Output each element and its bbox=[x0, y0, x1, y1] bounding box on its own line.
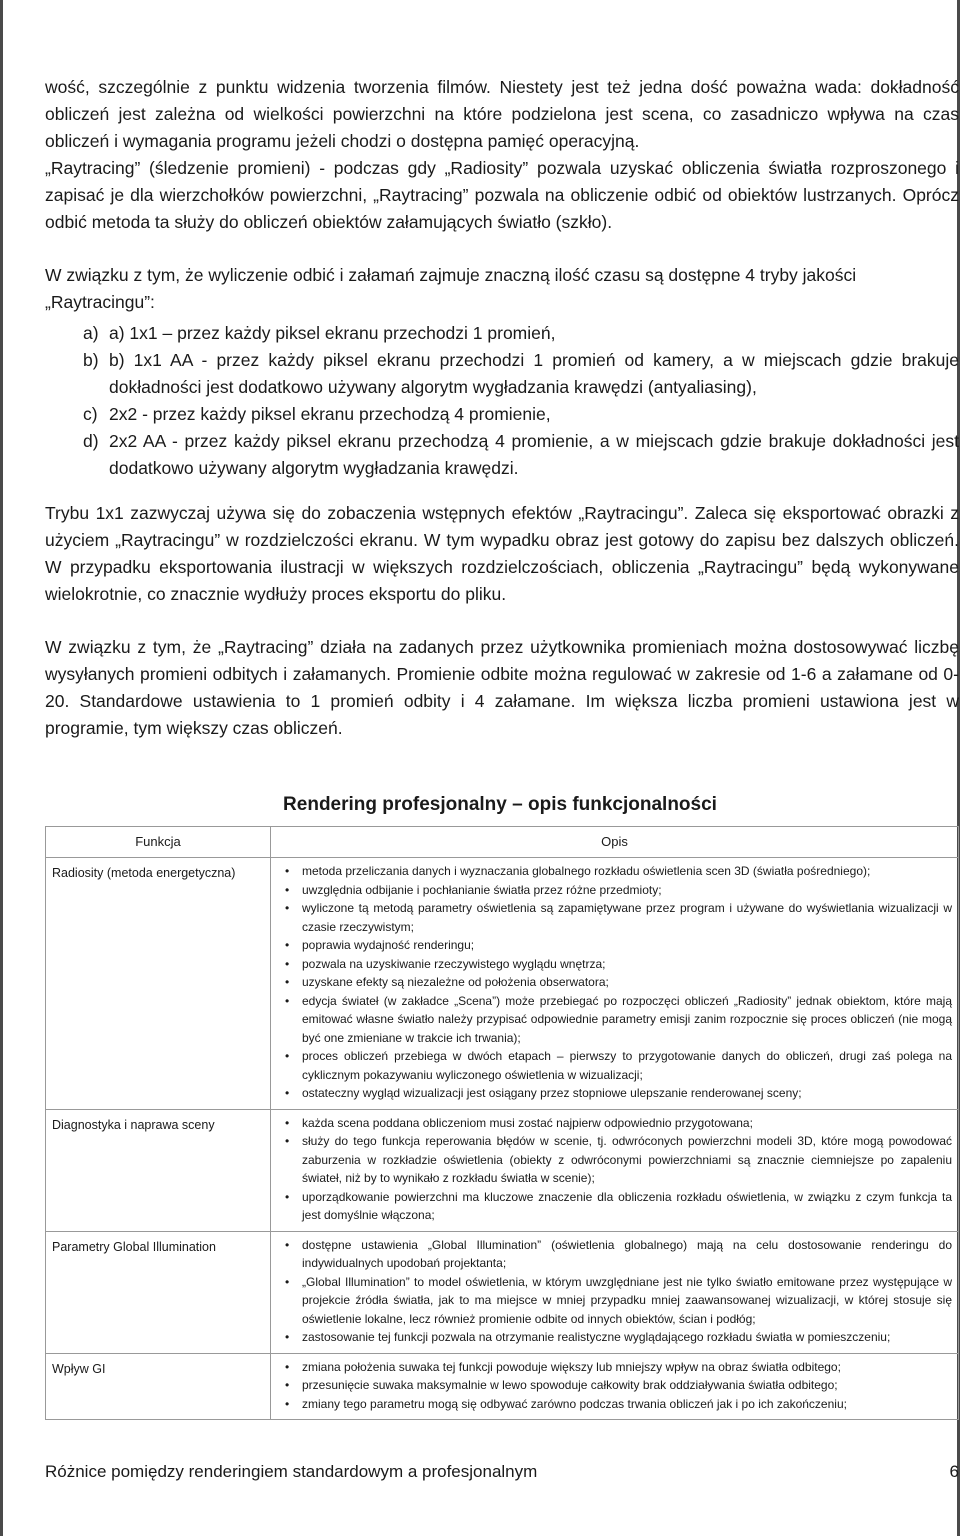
bullet-item: • poprawia wydajność renderingu; bbox=[277, 936, 952, 955]
functionality-table bbox=[45, 826, 959, 1420]
page-number: 6 bbox=[949, 1462, 959, 1481]
paragraph-ray-count: W związku z tym, że „Raytracing” działa na zadanych przez użytkownika promieniach można dostosowywać liczbę wysyłanych promieni odbitych i załamanych. Promienie odbite można regulować w zakresie od 1-6 a załamane od 0-20. Standardowe ustawienia to 1 promień odbity i 4 załamane. Im większa liczba promieni ustawiona jest w programie, tym większy czas obliczeń. bbox=[45, 637, 959, 738]
table-title: Rendering profesjonalny – opis funkcjonalności bbox=[283, 794, 717, 815]
function-description bbox=[271, 1109, 959, 1231]
footer-title: Różnice pomiędzy renderingiem standardowym a profesjonalnym bbox=[45, 1462, 538, 1481]
table-row bbox=[46, 1109, 959, 1231]
bullet-list bbox=[277, 1236, 952, 1347]
mode-text: b) 1x1 AA - przez każdy piksel ekranu przechodzi 1 promień od kamery, a w miejscach gdzie brakuje dokładności jest dodatkowo używany algorytm wygładzania krawędzi (antyaliasing), bbox=[109, 350, 959, 397]
bullet-item: • zastosowanie tej funkcji pozwala na otrzymanie realistyczne wyglądającego rozkładu światła w pomieszczeniu; bbox=[277, 1328, 952, 1347]
table-header-row bbox=[46, 827, 959, 858]
modes-list bbox=[45, 320, 959, 482]
mode-text: a) 1x1 – przez każdy piksel ekranu przechodzi 1 promień, bbox=[109, 323, 556, 343]
page-edge-left bbox=[0, 0, 3, 1536]
bullet-item: • służy do tego funkcja reperowania błędów w scenie, tj. odwróconych powierzchni modeli 3D, które mogą powodować zaburzenia w rozkładzie oświetlenia (obiekty z odwróconymi powierzchniami są znacznie ciemniejsze po zapaleniu świateł, niż by to wynikało z rozkładu światła w scenie); bbox=[277, 1132, 952, 1188]
page-footer bbox=[45, 1462, 959, 1482]
bullet-item: • uporządkowanie powierzchni ma kluczowe znaczenie dla obliczenia rozkładu oświetlenia, w związku z czym funkcja ta jest domyślnie włączona; bbox=[277, 1188, 952, 1225]
column-header-description: Opis bbox=[271, 827, 959, 858]
mode-marker: c) bbox=[83, 404, 98, 424]
bullet-item: • „Global Illumination” to model oświetlenia, w którym uwzględniane jest nie tylko światło emitowane przez występujące w projekcie źródła światła, jak to ma miejsce w mniej przypadku mniej zaawansowanej wizualizacji, w której stosuje się oświetlenie lokalne, lecz również promienie odbite od innych obiektów, ścian i podłóg; bbox=[277, 1273, 952, 1329]
bullet-list bbox=[277, 1358, 952, 1414]
function-description bbox=[271, 1353, 959, 1420]
function-description bbox=[271, 1231, 959, 1353]
mode-text: 2x2 - przez każdy piksel ekranu przechodzą 4 promienie, bbox=[109, 404, 551, 424]
bullet-item: • metoda przeliczania danych i wyznaczania globalnego rozkładu oświetlenia scen 3D (światła pośredniego); bbox=[277, 862, 952, 881]
table-row bbox=[46, 858, 959, 1110]
mode-item bbox=[45, 401, 959, 428]
table-row bbox=[46, 1353, 959, 1420]
function-name: Radiosity (metoda energetyczna) bbox=[46, 858, 271, 1110]
mode-marker: a) bbox=[83, 323, 99, 343]
column-header-function: Funkcja bbox=[46, 827, 271, 858]
paragraph-raytracing-definition: „Raytracing” (śledzenie promieni) - podczas gdy „Radiosity” pozwala uzyskać obliczenia światła rozproszonego i zapisać je dla wierzchołków powierzchni, „Raytracing” pozwala na obliczenie odbić od obiektów lustrzanych. Oprócz odbić metoda ta służy do obliczeń obiektów załamujących światło (szkło). bbox=[45, 158, 959, 232]
function-description bbox=[271, 858, 959, 1110]
bullet-item: • zmiany tego parametru mogą się odbywać zarówno podczas trwania obliczeń jak i po ich zakończeniu; bbox=[277, 1395, 952, 1414]
bullet-item: • ostateczny wygląd wizualizacji jest osiągany przez stopniowe ulepszanie renderowanej sceny; bbox=[277, 1084, 952, 1103]
mode-item bbox=[45, 347, 959, 401]
bullet-list bbox=[277, 862, 952, 1103]
paragraph-1x1-usage: Trybu 1x1 zazwyczaj używa się do zobaczenia wstępnych efektów „Raytracingu”. Zaleca się eksportować obrazki z użyciem „Raytracingu” w rozdzielczości ekranu. W tym wypadku obraz jest gotowy do zapisu bez dalszych obliczeń. W przypadku eksportowania ilustracji w większych rozdzielczościach, obliczenia „Raytracingu” będą wykonywane wielokrotnie, co znacznie wydłuży proces eksportu do pliku. bbox=[45, 503, 959, 604]
raytracing-modes-section bbox=[45, 262, 959, 482]
mode-marker: b) bbox=[83, 350, 99, 370]
mode-item bbox=[45, 320, 959, 347]
bullet-item: • uzyskane efekty są niezależne od położenia obserwatora; bbox=[277, 973, 952, 992]
bullet-item: • dostępne ustawienia „Global Illumination” (oświetlenia globalnego) mają na celu dostosowanie renderingu do indywidualnych upodobań projektanta; bbox=[277, 1236, 952, 1273]
bullet-item: • uwzględnia odbijanie i pochłanianie światła przez różne przedmioty; bbox=[277, 881, 952, 900]
function-name: Parametry Global Illumination bbox=[46, 1231, 271, 1353]
intro-section bbox=[45, 74, 959, 236]
bullet-list bbox=[277, 1114, 952, 1225]
mode-marker: d) bbox=[83, 431, 99, 451]
mode-item bbox=[45, 428, 959, 482]
table-row bbox=[46, 1231, 959, 1353]
function-name: Diagnostyka i naprawa sceny bbox=[46, 1109, 271, 1231]
function-name: Wpływ GI bbox=[46, 1353, 271, 1420]
bullet-item: • pozwala na uzyskiwanie rzeczywistego wyglądu wnętrza; bbox=[277, 955, 952, 974]
bullet-item: • każda scena poddana obliczeniom musi zostać najpierw odpowiednio przygotowana; bbox=[277, 1114, 952, 1133]
mode-text: 2x2 AA - przez każdy piksel ekranu przechodzą 4 promienie, a w miejscach gdzie brakuje dokładności jest dodatkowo używany algorytm wygładzania krawędzi. bbox=[109, 431, 959, 478]
bullet-item: • proces obliczeń przebiega w dwóch etapach – pierwszy to przygotowanie danych do obliczeń, drugi zaś polega na cyklicznym pokazywaniu wyliczonego oświetlenia w wizualizacji; bbox=[277, 1047, 952, 1084]
bullet-item: • zmiana położenia suwaka tej funkcji powoduje większy lub mniejszy wpływ na obraz światła odbitego; bbox=[277, 1358, 952, 1377]
bullet-item: • wyliczone tą metodą parametry oświetlenia są zapamiętywane przez program i używane do wyświetlania wizualizacji w czasie rzeczywistym; bbox=[277, 899, 952, 936]
bullet-item: • przesunięcie suwaka maksymalnie w lewo spowoduje całkowity brak oddziaływania światła odbitego; bbox=[277, 1376, 952, 1395]
paragraph-radiosity-drawback: wość, szczególnie z punktu widzenia tworzenia filmów. Niestety jest też jedna dość poważna wada: dokładność obliczeń jest zależna od wielkości powierzchni na które podzielona jest scena, co zasadniczo wpływa na czas obliczeń i wymagania programu jeżeli chodzi o dostępna pamięć operacyjną. bbox=[45, 77, 959, 151]
bullet-item: • edycja świateł (w zakładce „Scena”) może przebiegać po rozpoczęci obliczeń „Radiosity” jednak obiektom, które mają emitować własne światło należy przypisać odpowiednie parametry emisji zanim rozpocznie się proces obliczeń (nie mogą być one zmieniane w trakcie ich trwania); bbox=[277, 992, 952, 1048]
paragraph-modes-intro: W związku z tym, że wyliczenie odbić i załamań zajmuje znaczną ilość czasu są dostępne 4 tryby jakości „Raytracingu”: bbox=[45, 265, 857, 312]
